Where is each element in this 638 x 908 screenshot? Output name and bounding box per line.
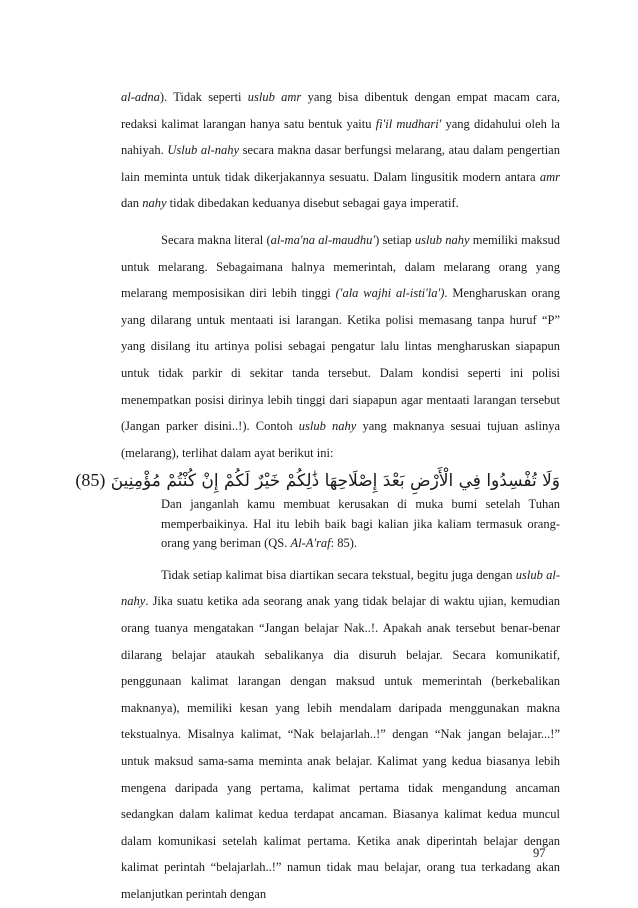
page-number: 97 [533,846,546,860]
verse-translation: Dan janganlah kamu membuat kerusakan di muka bumi setelah Tuhan memperbaikinya. Hal itu lebih baik bagi kalian jika kaliam termasuk orang-orang yang beriman (QS. Al-A'raf: 85). [161,497,560,551]
verse-number: (85) [75,470,106,491]
quran-verse [75,466,560,495]
paragraph-1: al-adna). Tidak seperti uslub amr yang bisa dibentuk dengan empat macam cara, redaksi kalimat larangan hanya satu bentuk yaitu fi'il mudhari' yang didahului oleh la nahiyah. Uslub al-nahy secara makna dasar berfungsi melarang, atau dalam pengertian lain meminta untuk tidak dikerjakannya sesuatu. Dalam lingusitik modern antara amr dan nahy tidak dibedakan keduanya disebut sebagai gaya imperatif. [121,90,560,211]
paragraph-3: Tidak setiap kalimat bisa diartikan secara tekstual, begitu juga dengan uslub al-nahy. Jika suatu ketika ada seorang anak yang tidak belajar di waktu ujian, kemudian orang tuanya mengatakan “Jangan belajar Nak..!. Apakah anak tersebut benar-benar dilarang belajar ataukah sebalikanya dia disuruh belajar. Secara komunikatif, penggunaan kalimat larangan dengan maksud untuk memerintah (berkebalikan maknanya), memiliki kesan yang lebih mendalam daripada menggunakan makna tekstualnya. Misalnya kalimat, “Nak belajarlah..!” dengan “Nak jangan belajar...!” untuk maksud sama-sama meminta anak belajar. Kalimat yang kedua biasanya lebih mengena daripada yang pertama, kalimat pertama tidak mengandung ancaman sedangkan dalam kalimat kedua terdapat ancaman. Biasanya kalimat kedua muncul dalam komunikasi setelah kalimat pertama. Ketika anak diperintah belajar dengan kalimat perintah “belajarlah..!” namun tidak mau belajar, orang tua terkadang akan melanjutkan perintah dengan [121,567,560,901]
body-text [75,84,560,908]
verse-arabic-text: وَلَا تُفْسِدُوا فِي الْأَرْضِ بَعْدَ إِصْلَاحِهَا ذَٰلِكُمْ خَيْرٌ لَكُمْ إِنْ كُنْتُمْ مُؤْمِنِينَ [110,471,560,492]
paragraph-2: Secara makna literal (al-ma'na al-maudhu') setiap uslub nahy memiliki maksud untuk melarang. Sebagaimana halnya memerintah, dalam melarang orang yang melarang memposisikan diri lebih tinggi ('ala wajhi al-isti'la'). Mengharuskan orang yang dilarang untuk mentaati isi larangan. Ketika polisi memasang tanpa huruf “P” yang disilang itu artinya polisi sebagai pengatur lalu lintas mengharuskan siapapun untuk tidak parkir di sekitar tanda tersebut. Dalam kondisi seperti ini polisi menempatkan posisi dirinya lebih tinggi dari siapapun agar mentaati larangan tersebut (Jangan parker disini..!). Contoh uslub nahy yang maknanya sesuai tujuan aslinya (melarang), terlihat dalam ayat berikut ini: [121,232,560,460]
